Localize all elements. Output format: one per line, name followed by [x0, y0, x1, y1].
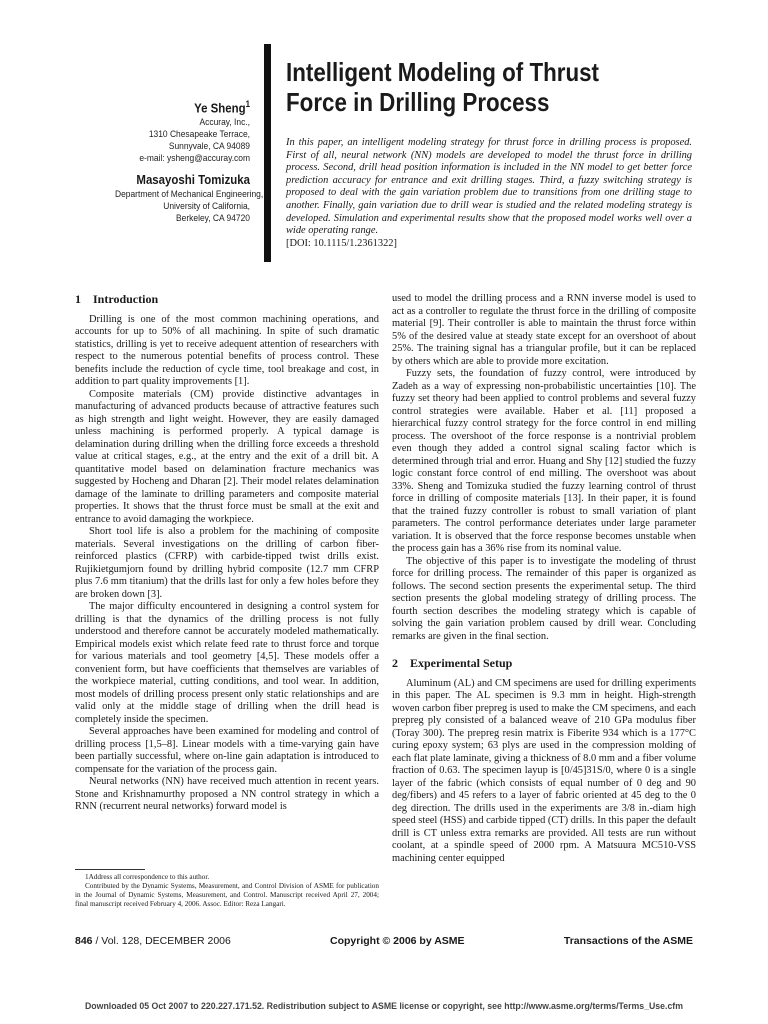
footnote: 1Address all correspondence to this author.: [85, 873, 210, 881]
paragraph: Fuzzy sets, the foundation of fuzzy control, were introduced by Zadeh as a way of expressing non-probabilistic uncertainties [10]. The fuzzy set theory had been applied to control problems and several fuzzy control strategies were available. Haber et al. [11] proposed a hierarchical fuzzy control strategy for the force control in end milling process. The overshoot of the force response is a nontrivial problem even though they added a control signal scaling factor which is determined through trial and error. Huang and Shy [12] studied the fuzzy logic constant force control of end milling. The overshoot was about 33%. Sheng and Tomizuka studied the fuzzy learning control of thrust force in drilling of composite materials [13]. In their paper, it is found that the trained fuzzy controller is robust to small variation of plant parameters. The control performance deteriates under large parameter variation. It is observed that the force response becomes unstable when the process gain has a 36% rise from its nominal value.: [392, 368, 696, 554]
author-block: [100, 96, 264, 224]
paragraph: The objective of this paper is to investigate the modeling of thrust force for drilling process. The remainder of this paper is organized as follows. The second section presents the experimental setup. The third section presents the global modeling strategy of drilling process. The fourth section describes the modeling strategy which is capable of solving the gain variation problem caused by drill wear. Concluding remarks are given in the final section.: [392, 555, 696, 642]
footnote: Contributed by the Dynamic Systems, Measurement, and Control Division of ASME for publication in the Journal of Dynamic Systems, Measurement, and Control. Manuscript received April 27, 2004; final manuscript received February 4, 2006. Assoc. Editor: Reza Langari.: [75, 882, 379, 908]
author-affiliation-line: University of California,: [163, 200, 250, 212]
folio: 846 / Vol. 128, DECEMBER 2006: [75, 935, 231, 947]
paragraph: The major difficulty encountered in designing a control system for drilling is that the dynamics of the drilling process is not fully understood and therefore cannot be accurately modeled mathematically. Empirical models exist which relate feed rate to thrust force and torque for various materials and tool geometry [4,5]. These models offer a convenient form, but have coefficients that themselves are variables of the workpiece material, cutting conditions, and tool wear. In addition, most models of drilling process present only static relationships and are valid only at the middle stage of drilling when the drill head is completely inside the specimen.: [75, 601, 379, 725]
journal-name: Transactions of the ASME: [563, 935, 693, 947]
paragraph: Neural networks (NN) have received much attention in recent years. Stone and Krishnamurthy proposed a NN control strategy in which a RNN (recurrent neural networks) forward model is: [75, 776, 379, 812]
footnote-rule: [75, 869, 145, 870]
section-heading: 2 Experimental Setup: [392, 656, 513, 670]
abstract-text: In this paper, an intelligent modeling strategy for thrust force in drilling process is proposed. First of all, neural network (NN) models are developed to model the thrust force in drilling process. Second, drill head position information is included in the NN model to get better force prediction accuracy for entrance and exit drilling stages. Third, a fuzzy switching strategy is proposed to deal with the gain variation problem due to transitions from one drilling stage to another. Finally, gain variation due to drill wear is studied and the related modeling strategy is developed. Simulation and experimental results show that the proposed model works well over a wide operating range.: [286, 137, 692, 237]
paragraph: used to model the drilling process and a RNN inverse model is used to act as a controller to regulate the thrust force in the drilling of composite material [9]. Their controller is able to maintain the thrust force within 5% of the desired value at steady state except for an overshoot of about 25%. The training signal has a triangular profile, but it can be replaced by others which are able to provide more excitation.: [392, 293, 696, 367]
title-line: Force in Drilling Process: [286, 87, 550, 117]
title-divider-bar: [264, 44, 271, 262]
title-line: Intelligent Modeling of Thrust: [286, 57, 600, 87]
author-affiliation-line: 1310 Chesapeake Terrace,: [148, 128, 250, 140]
abstract: [286, 137, 692, 250]
download-notice: Downloaded 05 Oct 2007 to 220.227.171.52. Redistribution subject to ASME license or copyright, see http://www.asme.org/terms/Terms_Use.cfm: [84, 1001, 683, 1011]
paragraph: Composite materials (CM) provide distinctive advantages in manufacturing of advanced products because of attractive features such as high strength and light weight. However, they are easily damaged unless machining is performed properly. A typical damage is delamination during drilling when the drilling force exceeds a threshold value at critical stages, e.g., at the entry and the exit of a drill bit. A quantitative model based on delamination fracture mechanics was suggested by Hocheng and Dharan [2]. Their model relates delamination damage of the laminate to drilling parameters and composite material properties. It shows that the thrust force must be small at the exit and entrance to avoid damaging the workpiece.: [75, 388, 379, 525]
volume-issue: Vol. 128, DECEMBER 2006: [101, 935, 231, 947]
author-name: Ye Sheng$^1$: [194, 99, 250, 116]
paper-title: [286, 57, 647, 117]
body-column-right: [392, 293, 696, 865]
author-email: e-mail: ysheng@accuray.com: [139, 152, 250, 164]
body-column-left: [75, 293, 379, 814]
paragraph: Aluminum (AL) and CM specimens are used for drilling experiments in this paper. The AL specimen is 9.3 mm in height. High-strength woven carbon fiber prepreg is used to make the CM specimens, and each prepreg ply consisted of a balanced weave of 210 GPa modulus fiber (Toray 300). The prepreg resin matrix is Fiberite 934 which is a 177°C curing epoxy system; 63 plys are used in the compression molding of each flat plate laminate, giving a thickness of 8.0 mm and a fiber volume fraction of 0.63. The specimen layup is [0/45]31S/0, where 0 is a single layer of the fabric (which consists of equal number of 0 deg and 90 deg/fibers) and 45 refers to a layer of fabric oriented at 45 deg to the 0 deg direction. The drills used in the experiments are 3/8 in.-diam high speed steel (HSS) and carbide tipped (CT) drills. In this paper the default drill is CT unless extra remarks are provided. All tests are run without coolant, at a spindle speed of 2000 rpm. A Matsuura MC510-VSS machining center equipped: [392, 677, 696, 864]
author-affiliation-line: Sunnyvale, CA 94089: [168, 140, 250, 152]
author-name: Masayoshi Tomizuka: [136, 172, 250, 188]
author-affiliation-line: Accuray, Inc.,: [199, 116, 250, 128]
page-number: 846: [75, 935, 93, 947]
author-affiliation-line: Berkeley, CA 94720: [176, 212, 250, 224]
paragraph: Several approaches have been examined for modeling and control of drilling process [1,5–8]. Linear models with a time-varying gain have been partially successful, where on-line gain adaptation is introduced to compensate for the variation of the process gain.: [75, 726, 379, 775]
doi: [DOI: 10.1115/1.2361322]: [286, 237, 397, 249]
paragraph: Short tool life is also a problem for the machining of composite materials. Several investigations on the drilling of carbon fiber-reinforced plastics (CFRP) with carbide-tipped twist drills exist. Rujikietgumjorn found by drilling hybrid composite (12.7 mm CFRP plus 7.6 mm titanium) that the drills last for only a few holes before they are broken down [3].: [75, 526, 379, 600]
footnotes: [75, 873, 379, 909]
copyright-notice: Copyright © 2006 by ASME: [330, 935, 465, 947]
footnote-mark: 1: [245, 99, 250, 109]
section-heading: 1 Introduction: [75, 292, 159, 306]
paragraph: Drilling is one of the most common machining operations, and accounts for up to 50% of all machining. In spite of such dramatic statistics, drilling is yet to receive adequent attention of researchers with respect to the numerous potential benefits of process control. These benefits include the reduction of cycle time, tool breakage and cost, in addition to part quality improvements [1].: [75, 313, 379, 387]
author-affiliation-line: Department of Mechanical Engineering,: [115, 188, 264, 200]
